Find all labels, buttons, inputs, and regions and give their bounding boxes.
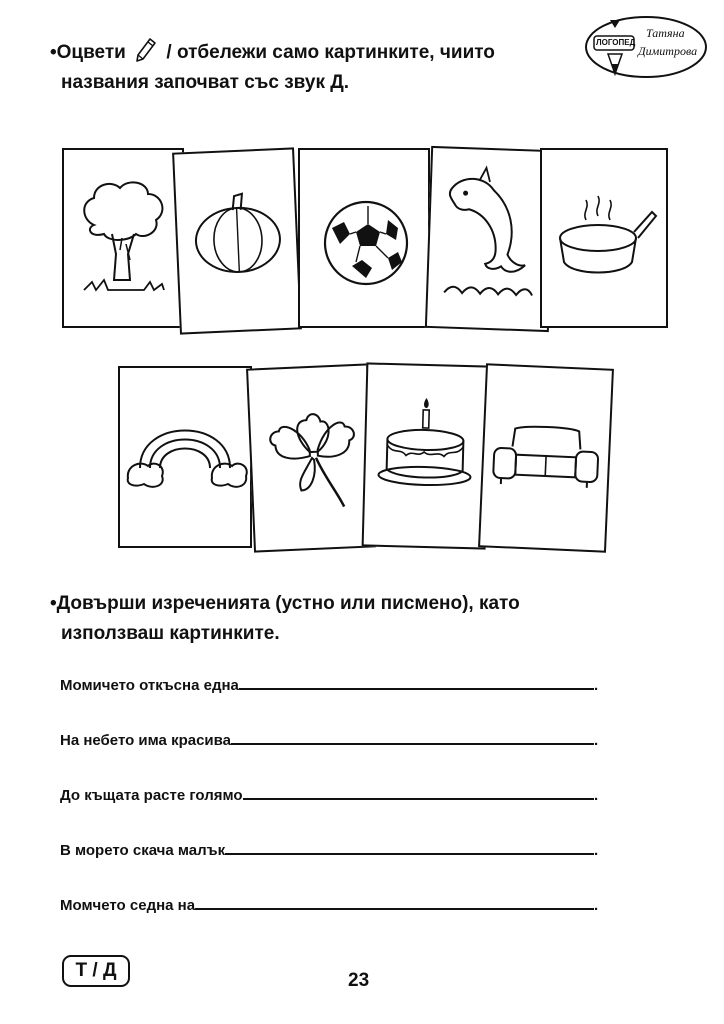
sentence-text: Момичето откъсна една — [60, 677, 239, 694]
sound-pair-badge: Т / Д — [62, 955, 130, 987]
cake-icon — [364, 364, 489, 547]
sentence-text: В морето скача малък — [60, 842, 226, 859]
sentence-period: . — [594, 897, 599, 914]
soccer-ball-icon — [300, 150, 428, 326]
sentence-4 — [60, 842, 600, 859]
page-number: 23 — [348, 970, 370, 991]
sentence-3 — [60, 787, 600, 804]
sentence-1 — [60, 677, 600, 694]
card-cake[interactable] — [362, 362, 491, 549]
card-dolphin[interactable] — [425, 146, 555, 332]
instruction-2-line2: използваш картинките. — [61, 623, 280, 644]
card-pumpkin[interactable] — [172, 147, 302, 334]
tree-icon — [64, 150, 182, 326]
instruction-1 — [50, 37, 495, 98]
card-sofa[interactable] — [478, 363, 614, 552]
instruction-2-line1: Довърши изреченията (устно или писмено), като — [56, 593, 520, 614]
sentence-text: На небето има красива — [60, 732, 232, 749]
instruction-1-verb: Оцвети — [56, 42, 126, 63]
pencil-icon — [135, 37, 157, 63]
sentence-period: . — [594, 732, 599, 749]
sentence-period: . — [594, 842, 599, 859]
sentence-period: . — [594, 677, 599, 694]
answer-line[interactable] — [243, 797, 594, 800]
bullet: • — [50, 593, 57, 614]
logo-badge-text: ЛОГОПЕД — [596, 38, 636, 47]
sentence-period: . — [594, 787, 599, 804]
logo-name-last: Димитрова — [638, 44, 698, 58]
rainbow-icon — [120, 368, 250, 546]
card-clover[interactable] — [246, 363, 376, 552]
sentence-5 — [60, 897, 600, 914]
clover-icon — [248, 366, 374, 551]
sofa-icon — [480, 365, 612, 550]
dolphin-icon — [427, 148, 553, 330]
sentence-2 — [60, 732, 600, 749]
instruction-1-line2: названия започват със звук Д. — [61, 72, 350, 93]
pumpkin-icon — [174, 150, 300, 333]
logo-name-first: Татяна — [646, 26, 685, 40]
card-pan[interactable] — [540, 148, 668, 328]
bullet: • — [50, 42, 57, 63]
card-ball[interactable] — [298, 148, 430, 328]
sentence-text: Момчето седна на — [60, 897, 196, 914]
answer-line[interactable] — [231, 742, 594, 745]
answer-line[interactable] — [225, 852, 594, 855]
answer-line[interactable] — [239, 687, 594, 690]
answer-line[interactable] — [195, 907, 594, 910]
card-tree[interactable] — [62, 148, 184, 328]
instruction-1-rest: / отбележи само картинките, чиито — [166, 42, 495, 63]
instruction-2 — [50, 589, 520, 649]
sentence-text: До къщата расте голямо — [60, 787, 243, 804]
card-rainbow[interactable] — [118, 366, 252, 548]
logo — [584, 14, 708, 80]
frying-pan-icon — [542, 150, 666, 326]
